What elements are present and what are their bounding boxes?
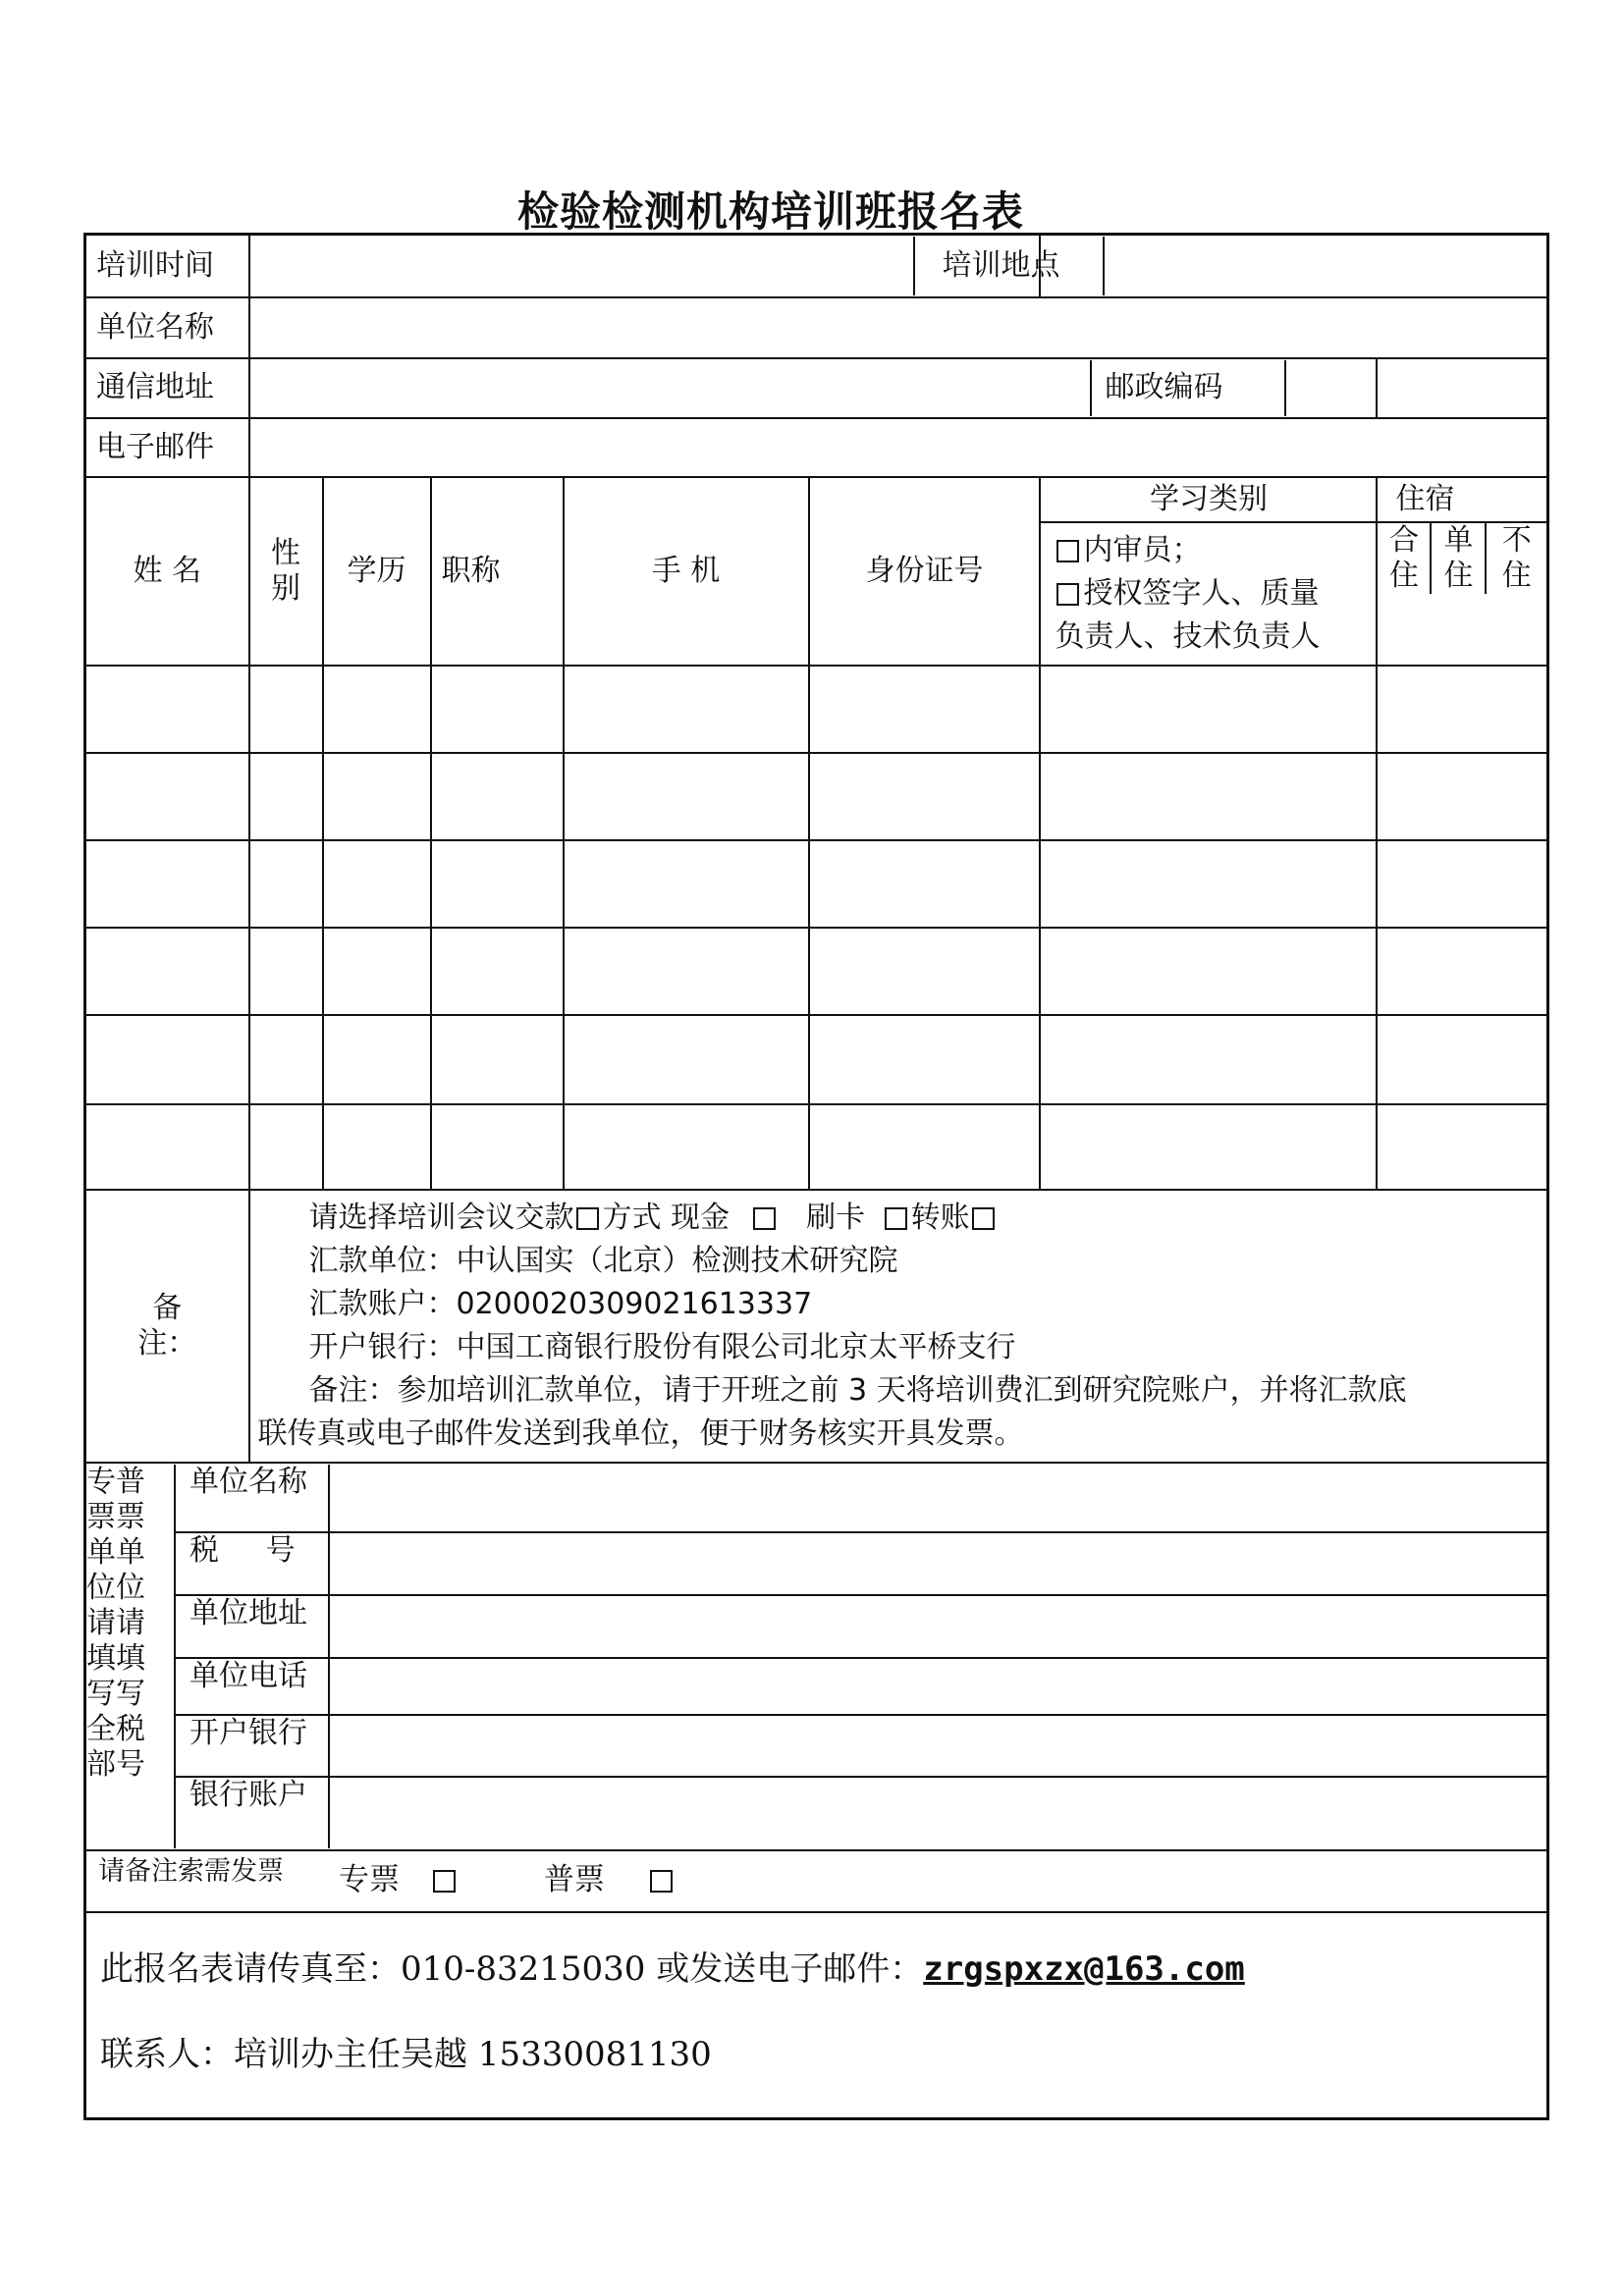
lodging-single-header: 单 住 xyxy=(1431,522,1486,594)
contact-line: 联系人：培训办主任吴越 15330081130 xyxy=(100,2034,712,2074)
entry-education[interactable] xyxy=(323,928,431,1015)
entry-gender[interactable] xyxy=(249,1015,323,1104)
entry-education[interactable] xyxy=(323,753,431,840)
id-number-header: 身份证号 xyxy=(809,477,1041,666)
invoice-bank-label: 开户银行 xyxy=(175,1715,329,1777)
lodging-header: 住宿 xyxy=(1395,481,1455,516)
invoice-account-input[interactable] xyxy=(329,1777,1546,1848)
contact-footer xyxy=(85,1912,1548,2119)
title-header: 职称 xyxy=(431,477,564,666)
invoice-bank-input[interactable] xyxy=(329,1715,1546,1777)
internal-auditor-checkbox[interactable] xyxy=(1056,540,1079,562)
cash-checkbox[interactable] xyxy=(753,1207,776,1230)
special-invoice-checkbox[interactable] xyxy=(433,1870,456,1893)
entry-lodging[interactable] xyxy=(1377,840,1547,928)
signatory-checkbox[interactable] xyxy=(1056,583,1079,606)
entry-row xyxy=(85,1015,1548,1104)
invoice-unit-name-label: 单位名称 xyxy=(175,1465,329,1532)
entry-row xyxy=(85,666,1548,753)
postcode-input[interactable] xyxy=(1285,360,1377,416)
education-header: 学历 xyxy=(323,477,431,666)
entry-title[interactable] xyxy=(431,753,564,840)
entry-category[interactable] xyxy=(1040,1015,1377,1104)
training-place-input-cont[interactable] xyxy=(1040,235,1547,297)
invoice-section xyxy=(86,1465,1546,1848)
invoice-type-options: 专票 普票 xyxy=(329,1852,1546,1910)
unit-name-label: 单位名称 xyxy=(85,297,249,358)
entry-lodging[interactable] xyxy=(1377,1104,1547,1190)
note-line-2: 联传真或电子邮件发送到我单位，便于财务核实开具发票。 xyxy=(257,1415,1024,1451)
email-input[interactable] xyxy=(249,418,1548,477)
entry-title[interactable] xyxy=(431,840,564,928)
entry-name[interactable] xyxy=(85,928,249,1015)
entry-title[interactable] xyxy=(431,1015,564,1104)
address-input[interactable] xyxy=(250,360,1091,416)
account-line: 汇款账户：0200020309021613337 xyxy=(308,1286,813,1321)
entry-category[interactable] xyxy=(1040,928,1377,1015)
training-place-label: 培训地点 xyxy=(914,237,1104,295)
entry-name[interactable] xyxy=(85,753,249,840)
transfer-checkbox[interactable] xyxy=(972,1207,995,1230)
payment-method-checkbox[interactable] xyxy=(576,1207,599,1230)
training-time-label: 培训时间 xyxy=(85,235,249,297)
entry-gender[interactable] xyxy=(249,666,323,753)
entry-id[interactable] xyxy=(809,753,1041,840)
entry-id[interactable] xyxy=(809,1104,1041,1190)
training-time-input[interactable] xyxy=(250,237,914,295)
entry-education[interactable] xyxy=(323,840,431,928)
card-checkbox[interactable] xyxy=(885,1207,907,1230)
remarks-body xyxy=(249,1190,1548,1463)
entry-education[interactable] xyxy=(323,666,431,753)
entry-title[interactable] xyxy=(431,928,564,1015)
entry-lodging[interactable] xyxy=(1377,753,1547,840)
entry-name[interactable] xyxy=(85,1015,249,1104)
invoice-phone-label: 单位电话 xyxy=(175,1658,329,1715)
entry-education[interactable] xyxy=(323,1015,431,1104)
study-options: 内审员； 授权签字人、质量 负责人、技术负责人 xyxy=(1041,522,1376,665)
entry-phone[interactable] xyxy=(564,928,809,1015)
remarks-label: 备 注： xyxy=(85,1190,249,1463)
payee-line: 汇款单位：中认国实（北京）检测技术研究院 xyxy=(308,1243,898,1278)
entry-id[interactable] xyxy=(809,928,1041,1015)
invoice-address-input[interactable] xyxy=(329,1595,1546,1658)
contact-email-link[interactable]: zrgspxzx@163.com xyxy=(923,1949,1245,1989)
entry-category[interactable] xyxy=(1040,753,1377,840)
entry-education[interactable] xyxy=(323,1104,431,1190)
entry-row xyxy=(85,1104,1548,1190)
invoice-phone-input[interactable] xyxy=(329,1658,1546,1715)
entry-id[interactable] xyxy=(809,840,1041,928)
name-header: 姓 名 xyxy=(85,477,249,666)
entry-gender[interactable] xyxy=(249,1104,323,1190)
entry-name[interactable] xyxy=(85,1104,249,1190)
study-category-header: 学习类别 xyxy=(1149,481,1268,516)
address-label: 通信地址 xyxy=(85,358,249,418)
invoice-tax-number-label: 税 号 xyxy=(175,1532,329,1595)
invoice-side-note: 专普 票票 单单 位位 请请 填填 写写 全税 部号 xyxy=(86,1464,145,1782)
entry-gender[interactable] xyxy=(249,840,323,928)
postcode-input-cont[interactable] xyxy=(1377,358,1547,418)
invoice-address-label: 单位地址 xyxy=(175,1595,329,1658)
invoice-account-label: 银行账户 xyxy=(175,1777,329,1848)
entry-row xyxy=(85,928,1548,1015)
entry-lodging[interactable] xyxy=(1377,928,1547,1015)
entry-id[interactable] xyxy=(809,666,1041,753)
entry-category[interactable] xyxy=(1040,666,1377,753)
entry-phone[interactable] xyxy=(564,1015,809,1104)
invoice-tax-number-input[interactable] xyxy=(329,1532,1546,1595)
unit-name-input[interactable] xyxy=(249,297,1548,358)
invoice-request-label: 请备注索需发票 xyxy=(98,1855,284,1887)
email-label: 电子邮件 xyxy=(85,418,249,477)
gender-header: 性 别 xyxy=(249,477,323,666)
entry-gender[interactable] xyxy=(249,753,323,840)
form-title: 检验检测机构培训班报名表 xyxy=(516,187,1024,236)
entry-lodging[interactable] xyxy=(1377,666,1547,753)
postcode-label: 邮政编码 xyxy=(1091,360,1285,416)
entry-name[interactable] xyxy=(85,840,249,928)
bank-line: 开户银行：中国工商银行股份有限公司北京太平桥支行 xyxy=(308,1329,1016,1364)
entry-phone[interactable] xyxy=(564,753,809,840)
entry-category[interactable] xyxy=(1040,840,1377,928)
entry-gender[interactable] xyxy=(249,928,323,1015)
entry-phone[interactable] xyxy=(564,840,809,928)
entry-title[interactable] xyxy=(431,1104,564,1190)
payment-method-line: 请选择培训会议交款 方式 现金 刷卡 转账 xyxy=(258,1197,1539,1240)
note-line-1: 备注：参加培训汇款单位，请于开班之前 3 天将培训费汇到研究院账户，并将汇款底 xyxy=(308,1372,1407,1408)
entry-lodging[interactable] xyxy=(1377,1015,1547,1104)
entry-id[interactable] xyxy=(809,1015,1041,1104)
registration-form xyxy=(83,233,1549,2120)
fax-line: 此报名表请传真至：010-83215030 或发送电子邮件：zrgspxzx@163.com xyxy=(100,1949,1245,1989)
lodging-shared-header: 合 住 xyxy=(1378,522,1431,594)
entry-title[interactable] xyxy=(431,666,564,753)
invoice-unit-name-input[interactable] xyxy=(329,1465,1546,1532)
entry-row xyxy=(85,840,1548,928)
entry-name[interactable] xyxy=(85,666,249,753)
entry-phone[interactable] xyxy=(564,666,809,753)
normal-invoice-checkbox[interactable] xyxy=(650,1870,673,1893)
entry-row xyxy=(85,753,1548,840)
entry-phone[interactable] xyxy=(564,1104,809,1190)
entry-category[interactable] xyxy=(1040,1104,1377,1190)
phone-header: 手 机 xyxy=(564,477,809,666)
lodging-none-header: 不 住 xyxy=(1486,522,1546,594)
